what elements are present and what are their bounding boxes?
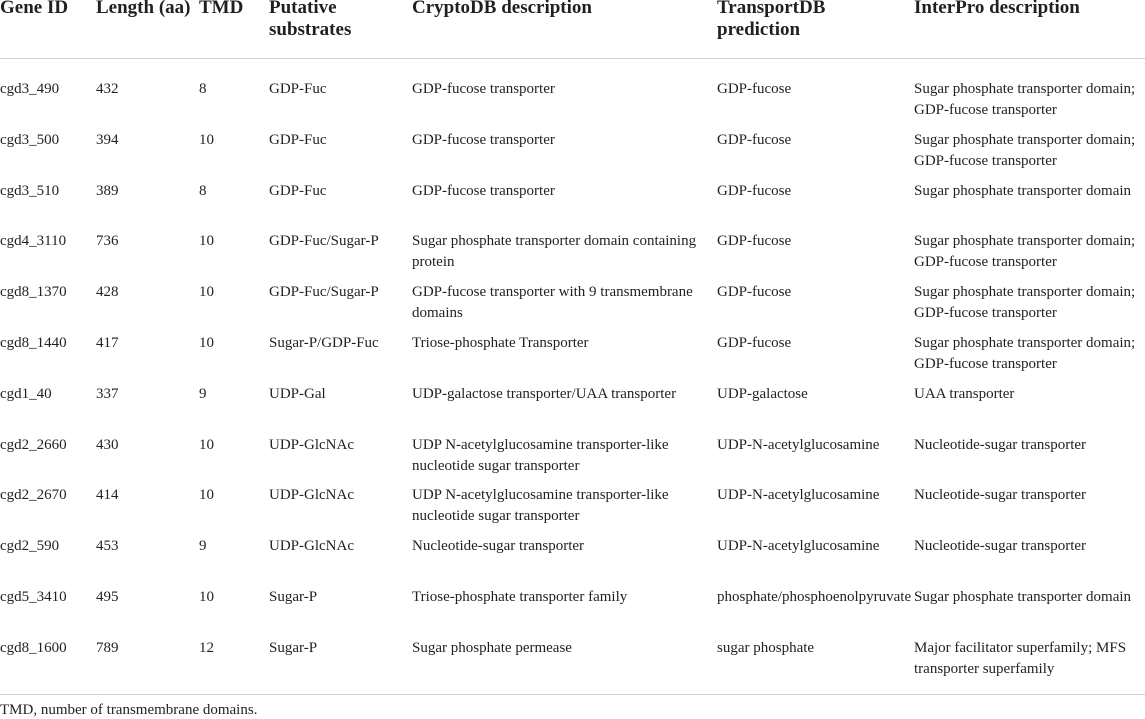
gene-id-cell: cgd2_2670	[0, 487, 67, 504]
tmd-cell: 10	[199, 233, 214, 250]
transportdb-cell: GDP-fucose	[717, 81, 792, 97]
interpro-cell: Nucleotide-sugar transporter	[914, 538, 1087, 555]
gene-id-cell: cgd2_590	[0, 538, 60, 555]
interpro-cell: Sugar phosphate transporter domain	[914, 588, 1132, 605]
gene-id-cell: cgd3_500	[0, 131, 60, 148]
length-cell: 417	[96, 334, 119, 351]
transportdb-cell: GDP-fucose	[717, 334, 792, 351]
length-cell: 495	[96, 588, 119, 605]
length-cell: 736	[96, 233, 119, 250]
cryptodb-cell: Sugar phosphate permease	[412, 639, 572, 656]
interpro-cell: UAA transporter	[914, 385, 1015, 402]
tmd-cell: 8	[199, 182, 207, 199]
cryptodb-cell: Triose-phosphate transporter family	[412, 588, 628, 605]
table-header-row	[0, 0, 1145, 59]
header-putative-substrates: Putative substrates	[269, 0, 352, 40]
header-interpro-description: InterPro description	[914, 0, 1080, 18]
interpro-cell: Sugar phosphate transporter domain	[914, 182, 1132, 199]
tmd-cell: 10	[199, 487, 214, 504]
interpro-cell: Sugar phosphate transporter domain; GDP-fucose transporter	[914, 81, 1136, 118]
substrates-cell: GDP-Fuc	[269, 131, 327, 148]
table-row	[0, 130, 1145, 181]
cryptodb-cell: Sugar phosphate transporter domain containing protein	[412, 233, 697, 271]
gene-id-cell: cgd1_40	[0, 385, 52, 402]
interpro-cell: Nucleotide-sugar transporter	[914, 436, 1087, 453]
table-bottom-rule	[0, 694, 1145, 695]
table-body	[0, 79, 1145, 689]
interpro-cell: Sugar phosphate transporter domain; GDP-fucose transporter	[914, 131, 1136, 169]
table-row	[0, 638, 1145, 689]
header-transportdb-prediction: TransportDB prediction	[717, 0, 826, 40]
gene-id-cell: cgd8_1440	[0, 334, 67, 351]
cryptodb-cell: Triose-phosphate Transporter	[412, 334, 589, 351]
tmd-cell: 12	[199, 639, 214, 656]
substrates-cell: Sugar-P	[269, 639, 318, 656]
substrates-cell: Sugar-P/GDP-Fuc	[269, 334, 379, 351]
table-row	[0, 181, 1145, 232]
length-cell: 394	[96, 131, 119, 148]
cryptodb-cell: Nucleotide-sugar transporter	[412, 538, 585, 555]
length-cell: 453	[96, 538, 119, 555]
gene-id-cell: cgd8_1600	[0, 639, 67, 656]
table-row	[0, 536, 1145, 587]
table-row	[0, 485, 1145, 536]
length-cell: 337	[96, 385, 119, 402]
table-row	[0, 384, 1145, 435]
substrates-cell: UDP-GlcNAc	[269, 436, 354, 453]
substrates-cell: GDP-Fuc	[269, 182, 327, 199]
table-row	[0, 587, 1145, 638]
transportdb-cell: UDP-N-acetylglucosamine	[717, 436, 880, 453]
gene-id-cell: cgd3_490	[0, 81, 60, 97]
gene-id-cell: cgd4_3110	[0, 233, 67, 250]
tmd-cell: 8	[199, 81, 207, 97]
cryptodb-cell: GDP-fucose transporter	[412, 131, 555, 148]
interpro-cell: Sugar phosphate transporter domain; GDP-fucose transporter	[914, 334, 1136, 372]
transportdb-cell: phosphate/phosphoenolpyruvate	[717, 588, 912, 605]
length-cell: 789	[96, 639, 119, 656]
transportdb-cell: GDP-fucose	[717, 284, 792, 301]
substrates-cell: UDP-GlcNAc	[269, 538, 354, 555]
cryptodb-cell: GDP-fucose transporter	[412, 81, 555, 97]
length-cell: 428	[96, 284, 119, 301]
gene-id-cell: cgd2_2660	[0, 436, 67, 453]
cryptodb-cell: UDP N-acetylglucosamine transporter-like nucleotide sugar transporter	[412, 487, 669, 525]
substrates-cell: Sugar-P	[269, 588, 318, 605]
table-row	[0, 435, 1145, 486]
table-row	[0, 79, 1145, 130]
substrates-cell: GDP-Fuc	[269, 81, 327, 97]
substrates-cell: UDP-Gal	[269, 385, 326, 402]
table-row	[0, 282, 1145, 333]
tmd-cell: 10	[199, 334, 214, 351]
gene-id-cell: cgd8_1370	[0, 284, 67, 301]
header-length: Length (aa)	[96, 0, 191, 18]
header-cryptodb-description: CryptoDB description	[412, 0, 592, 18]
gene-id-cell: cgd3_510	[0, 182, 60, 199]
substrates-cell: GDP-Fuc/Sugar-P	[269, 284, 379, 301]
length-cell: 414	[96, 487, 119, 504]
substrates-cell: UDP-GlcNAc	[269, 487, 354, 504]
length-cell: 430	[96, 436, 119, 453]
interpro-cell: Sugar phosphate transporter domain; GDP-fucose transporter	[914, 233, 1136, 271]
length-cell: 389	[96, 182, 119, 199]
substrates-cell: GDP-Fuc/Sugar-P	[269, 233, 379, 250]
tmd-cell: 10	[199, 284, 214, 301]
transportdb-cell: sugar phosphate	[717, 639, 815, 656]
table-row	[0, 333, 1145, 384]
cryptodb-cell: GDP-fucose transporter	[412, 182, 555, 199]
transportdb-cell: UDP-galactose	[717, 385, 808, 402]
tmd-cell: 10	[199, 131, 214, 148]
transportdb-cell: UDP-N-acetylglucosamine	[717, 487, 880, 504]
cryptodb-cell: UDP-galactose transporter/UAA transporter	[412, 385, 677, 402]
transportdb-cell: GDP-fucose	[717, 233, 792, 250]
header-gene-id: Gene ID	[0, 0, 69, 18]
interpro-cell: Nucleotide-sugar transporter	[914, 487, 1087, 504]
transportdb-cell: UDP-N-acetylglucosamine	[717, 538, 880, 555]
tmd-cell: 9	[199, 385, 207, 402]
cryptodb-cell: GDP-fucose transporter with 9 transmembrane domains	[412, 284, 693, 322]
tmd-cell: 9	[199, 538, 207, 555]
table-footnote: TMD, number of transmembrane domains.	[0, 702, 258, 718]
header-tmd: TMD	[199, 0, 244, 18]
gene-id-cell: cgd5_3410	[0, 588, 67, 605]
length-cell: 432	[96, 81, 119, 97]
interpro-cell: Major facilitator superfamily; MFS transporter superfamily	[914, 639, 1127, 677]
transportdb-cell: GDP-fucose	[717, 131, 792, 148]
transportdb-cell: GDP-fucose	[717, 182, 792, 199]
interpro-cell: Sugar phosphate transporter domain; GDP-fucose transporter	[914, 284, 1136, 322]
tmd-cell: 10	[199, 588, 214, 605]
table-row	[0, 231, 1145, 282]
cryptodb-cell: UDP N-acetylglucosamine transporter-like nucleotide sugar transporter	[412, 436, 669, 474]
tmd-cell: 10	[199, 436, 214, 453]
